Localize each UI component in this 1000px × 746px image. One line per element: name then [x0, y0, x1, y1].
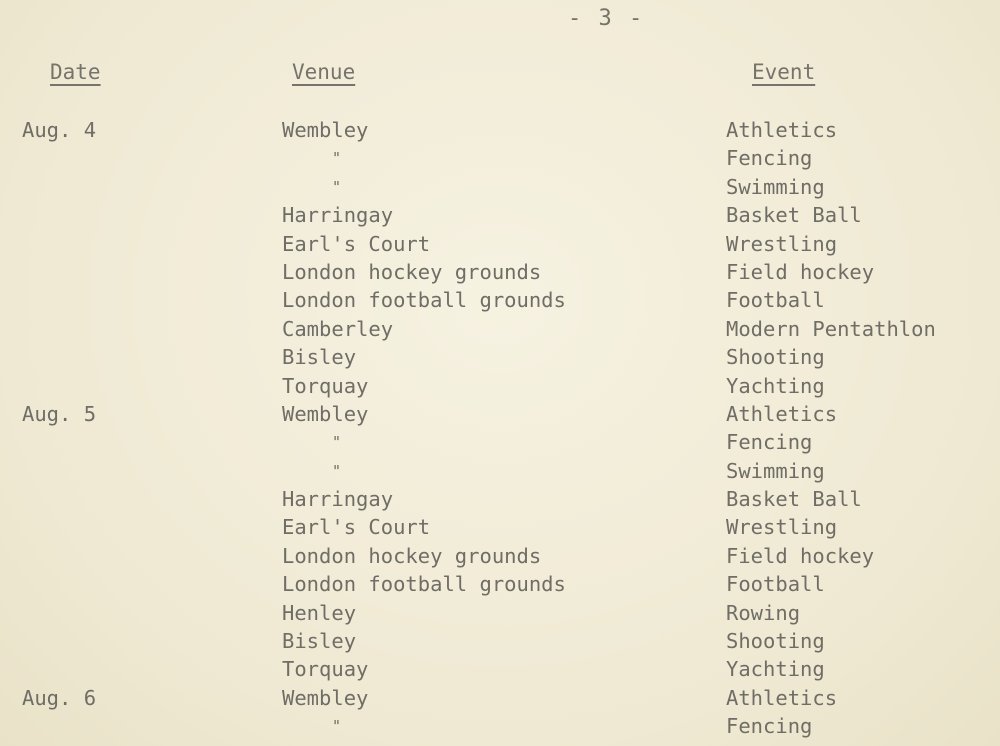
row-venue: Wembley	[282, 118, 369, 142]
row-event: Yachting	[726, 373, 825, 398]
row-venue-ditto: "	[332, 433, 342, 452]
table-row	[0, 286, 1000, 314]
row-event: Field hockey	[726, 543, 875, 568]
row-event: Swimming	[726, 174, 825, 199]
table-row	[0, 230, 1000, 258]
table-row	[0, 599, 1000, 627]
row-venue: London hockey grounds	[282, 259, 542, 284]
row-event: Swimming	[726, 458, 825, 483]
table-row	[0, 428, 1000, 456]
row-event: Athletics	[726, 685, 838, 710]
row-venue: London football grounds	[282, 288, 566, 313]
row-venue: Earl's Court	[282, 515, 431, 540]
page-number: - 3 -	[568, 6, 645, 31]
row-venue-ditto: "	[332, 177, 342, 196]
row-venue-ditto: "	[332, 717, 342, 736]
row-venue: Camberley	[282, 316, 394, 341]
row-event: Football	[726, 288, 825, 313]
row-event: Basket Ball	[726, 487, 862, 512]
row-event: Yachting	[726, 657, 825, 682]
table-row	[0, 400, 1000, 428]
table-row	[0, 684, 1000, 712]
row-event: Shooting	[726, 629, 825, 654]
row-venue: Wembley	[282, 685, 369, 710]
row-venue: Bisley	[282, 345, 357, 370]
table-row	[0, 201, 1000, 229]
table-row	[0, 343, 1000, 371]
row-event: Fencing	[726, 430, 813, 455]
row-event: Basket Ball	[726, 203, 862, 228]
row-event: Fencing	[726, 714, 813, 739]
row-venue: Wembley	[282, 401, 369, 426]
row-venue: Henley	[282, 600, 357, 625]
table-row	[0, 712, 1000, 740]
row-venue: Torquay	[282, 657, 369, 682]
row-event: Modern Pentathlon	[726, 316, 936, 341]
row-venue: London football grounds	[282, 572, 566, 597]
table-row	[0, 513, 1000, 541]
row-event: Athletics	[726, 401, 838, 426]
table-row	[0, 542, 1000, 570]
row-date: Aug. 4	[22, 118, 97, 142]
row-venue: Torquay	[282, 373, 369, 398]
row-event: Shooting	[726, 345, 825, 370]
column-header-date: Date	[50, 60, 101, 84]
row-date: Aug. 5	[22, 401, 97, 426]
row-venue-ditto: "	[332, 461, 342, 480]
row-venue-ditto: "	[332, 149, 342, 168]
row-date: Aug. 6	[22, 685, 97, 710]
table-row	[0, 627, 1000, 655]
row-venue: Harringay	[282, 487, 394, 512]
table-row	[0, 655, 1000, 683]
row-event: Athletics	[726, 118, 838, 142]
table-row	[0, 457, 1000, 485]
row-venue: Harringay	[282, 203, 394, 228]
row-event: Fencing	[726, 146, 813, 171]
table-row	[0, 372, 1000, 400]
table-row	[0, 173, 1000, 201]
row-event: Field hockey	[726, 259, 875, 284]
row-venue: Bisley	[282, 629, 357, 654]
row-venue: London hockey grounds	[282, 543, 542, 568]
row-event: Rowing	[726, 600, 801, 625]
table-row	[0, 485, 1000, 513]
row-venue: Earl's Court	[282, 231, 431, 256]
table-row	[0, 315, 1000, 343]
table-row	[0, 116, 1000, 144]
table-row	[0, 570, 1000, 598]
row-event: Football	[726, 572, 825, 597]
row-event: Wrestling	[726, 515, 838, 540]
schedule-table	[0, 116, 1000, 741]
column-header-event: Event	[752, 60, 816, 84]
table-row	[0, 258, 1000, 286]
column-header-venue: Venue	[292, 60, 356, 84]
table-row	[0, 144, 1000, 172]
row-event: Wrestling	[726, 231, 838, 256]
